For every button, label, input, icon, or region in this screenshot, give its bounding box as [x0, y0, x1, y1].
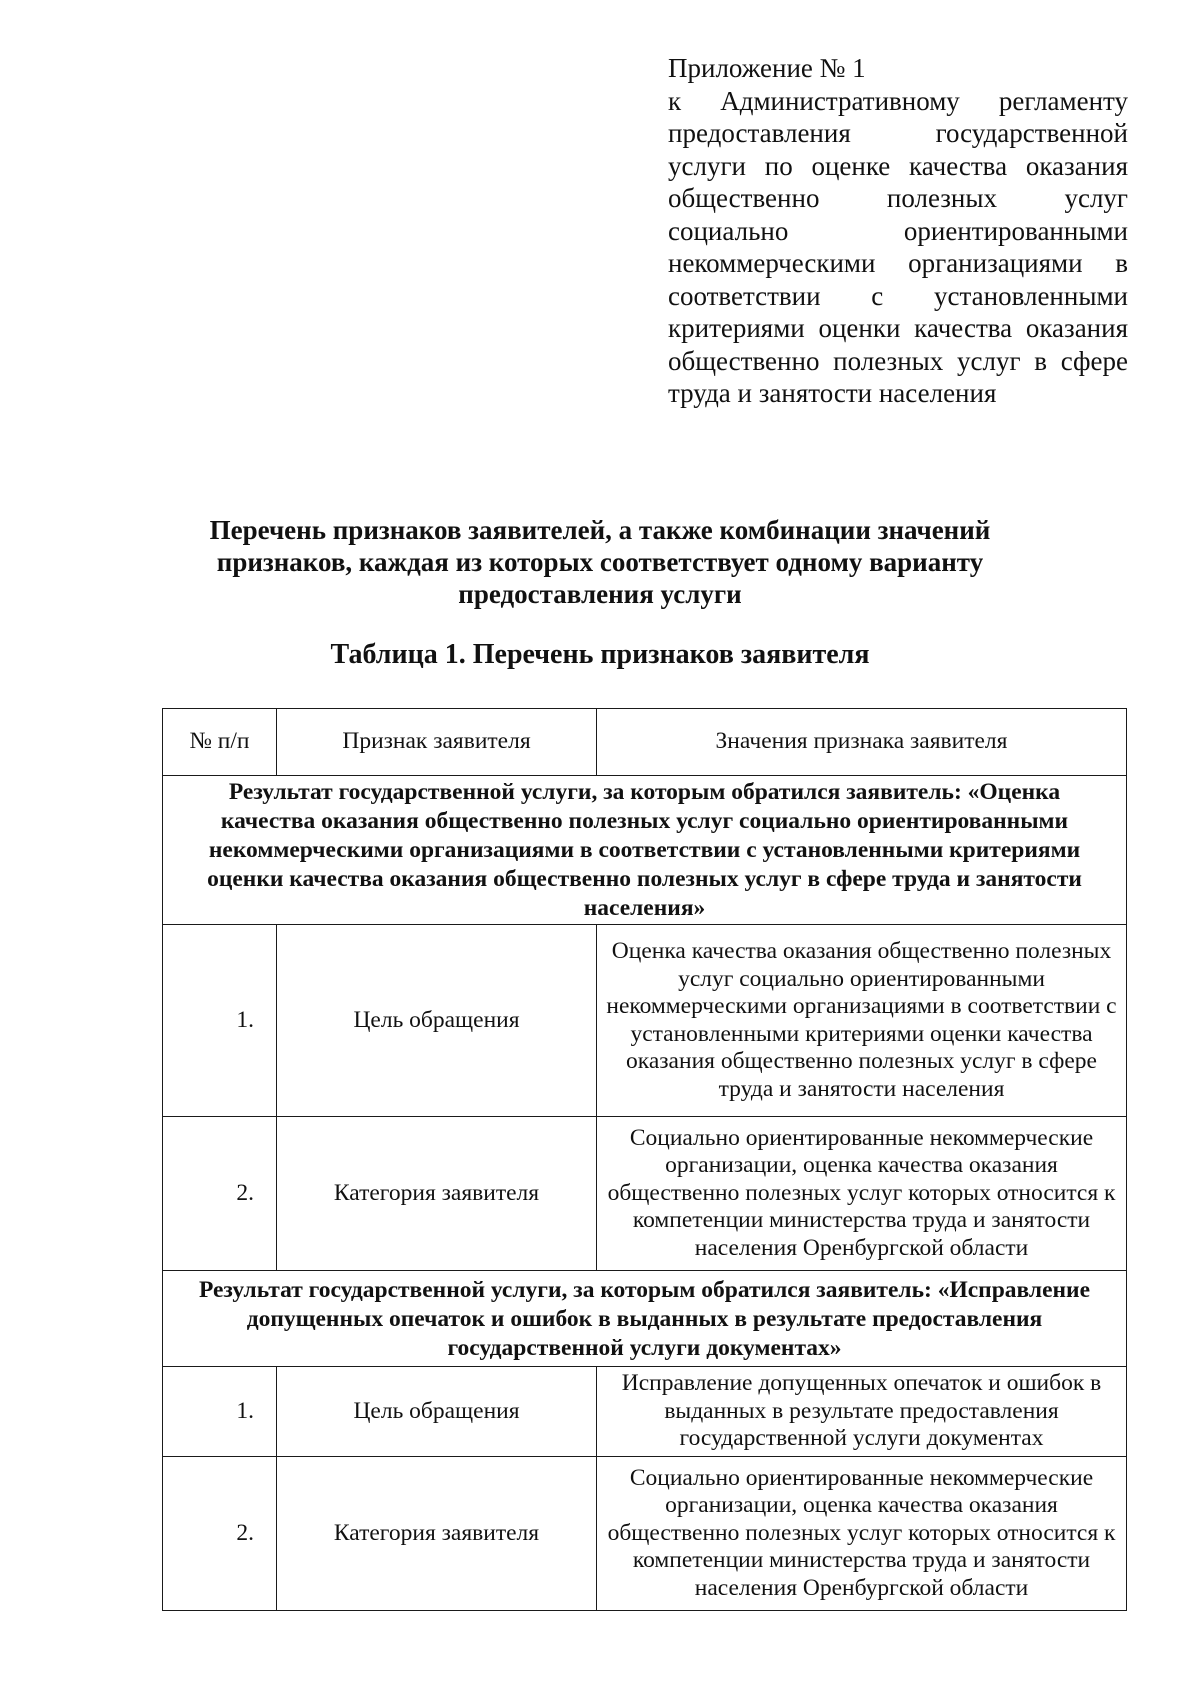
applicant-attributes-table	[162, 708, 1127, 1611]
table-row	[163, 1367, 1127, 1457]
section-heading-row	[163, 776, 1127, 925]
row-value: Исправление допущенных опечаток и ошибок в выданных в результате предоставления государственной услуги документах	[597, 1367, 1127, 1457]
document-title: Перечень признаков заявителей, а также комбинации значений признаков, каждая из которых соответствует одному варианту предоставления услуги	[209, 515, 991, 609]
section-heading: Результат государственной услуги, за которым обратился заявитель: «Оценка качества оказания общественно полезных услуг социально ориентированными некоммерческими организациями в соответствии с установленными критериями оценки качества оказания общественно полезных услуг в сфере труда и занятости населения»	[163, 776, 1127, 925]
row-num: 2.	[163, 1117, 277, 1271]
annex-title: Приложение № 1	[668, 53, 866, 83]
row-value: Оценка качества оказания общественно полезных услуг социально ориентированными некоммерческими организациями в соответствии с установленными критериями оценки качества оказания общественно полезных услуг в сфере труда и занятости населения	[597, 925, 1127, 1117]
annex-block	[668, 52, 1128, 410]
row-value: Социально ориентированные некоммерческие организации, оценка качества оказания общественно полезных услуг которых относится к компетенции министерства труда и занятости населения Оренбургской области	[597, 1117, 1127, 1271]
table-row	[163, 1117, 1127, 1271]
row-num: 1.	[163, 1367, 277, 1457]
header-value: Значения признака заявителя	[597, 709, 1127, 776]
header-num: № п/п	[163, 709, 277, 776]
row-sign: Категория заявителя	[277, 1457, 597, 1611]
table-header-row	[163, 709, 1127, 776]
section-heading-row	[163, 1271, 1127, 1367]
row-value: Социально ориентированные некоммерческие организации, оценка качества оказания общественно полезных услуг которых относится к компетенции министерства труда и занятости населения Оренбургской области	[597, 1457, 1127, 1611]
header-sign: Признак заявителя	[277, 709, 597, 776]
row-sign: Цель обращения	[277, 1367, 597, 1457]
row-num: 2.	[163, 1457, 277, 1611]
table-title: Таблица 1. Перечень признаков заявителя	[330, 639, 870, 670]
table-row	[163, 925, 1127, 1117]
annex-body: к Административному регламенту предоставления государственной услуги по оценке качества оказания общественно полезных услуг социально ориентированными некоммерческими организациями в соответствии с установленными критериями оценки качества оказания общественно полезных услуг в сфере труда и занятости населения	[668, 85, 1128, 408]
table-row	[163, 1457, 1127, 1611]
row-sign: Категория заявителя	[277, 1117, 597, 1271]
row-num: 1.	[163, 925, 277, 1117]
row-sign: Цель обращения	[277, 925, 597, 1117]
section-heading: Результат государственной услуги, за которым обратился заявитель: «Исправление допущенных опечаток и ошибок в выданных в результате предоставления государственной услуги документах»	[163, 1271, 1127, 1367]
